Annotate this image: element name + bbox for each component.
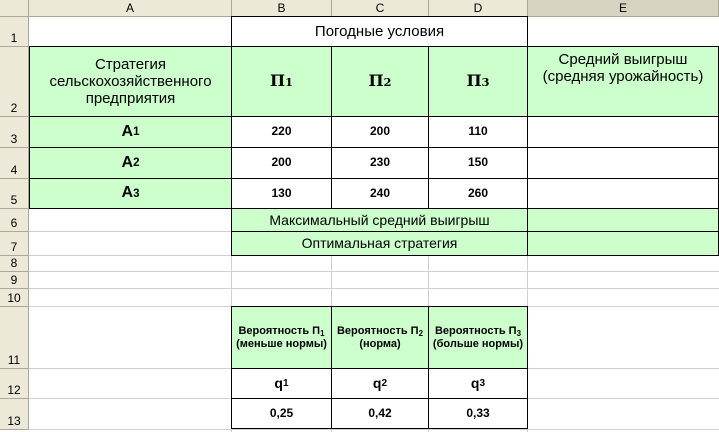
strategy-a2-cell[interactable]: A 2 xyxy=(29,147,232,179)
value-a2-p1[interactable]: 200 xyxy=(231,147,332,179)
avg-win-a2-cell[interactable] xyxy=(527,147,719,179)
weather-title-cell[interactable]: Погодные условия xyxy=(231,16,528,47)
row-header-5[interactable]: 5 xyxy=(0,179,29,209)
row-header-2[interactable]: 2 xyxy=(0,47,29,117)
value-a3-p2[interactable]: 240 xyxy=(331,178,429,209)
row-header-1[interactable]: 1 xyxy=(0,17,29,47)
value-a2-p2[interactable]: 230 xyxy=(331,147,429,179)
value-a3-p1[interactable]: 130 xyxy=(231,178,332,209)
weather-p3-cell[interactable]: П 3 xyxy=(428,46,528,117)
probability-q2-value[interactable]: 0,42 xyxy=(331,398,429,429)
gridline xyxy=(0,429,719,430)
probability-q1-value[interactable]: 0,25 xyxy=(231,398,332,429)
row-header-13[interactable]: 13 xyxy=(0,399,29,430)
row-header-8[interactable]: 8 xyxy=(0,256,29,272)
strategy-a1-cell[interactable]: A 1 xyxy=(29,116,232,148)
value-a1-p3[interactable]: 110 xyxy=(428,116,528,148)
column-header-e[interactable]: E xyxy=(528,0,719,17)
symbol-q2[interactable]: q 2 xyxy=(331,368,429,399)
optimal-strategy-value[interactable] xyxy=(527,231,719,256)
column-header-b[interactable]: B xyxy=(232,0,332,17)
avg-win-a3-cell[interactable] xyxy=(527,178,719,209)
row-header-9[interactable]: 9 xyxy=(0,272,29,289)
weather-p2-cell[interactable]: П 2 xyxy=(331,46,429,117)
column-header-d[interactable]: D xyxy=(429,0,528,17)
column-header-c[interactable]: C xyxy=(332,0,429,17)
row-header-12[interactable]: 12 xyxy=(0,369,29,399)
column-header-a[interactable]: A xyxy=(29,0,232,17)
row-header-3[interactable]: 3 xyxy=(0,117,29,148)
symbol-q1[interactable]: q 1 xyxy=(231,368,332,399)
probability-q3-value[interactable]: 0,33 xyxy=(428,398,528,429)
row-header-6[interactable]: 6 xyxy=(0,209,29,232)
row-header-4[interactable]: 4 xyxy=(0,148,29,179)
value-a1-p1[interactable]: 220 xyxy=(231,116,332,148)
row-header-7[interactable]: 7 xyxy=(0,232,29,256)
select-all-corner[interactable] xyxy=(0,0,29,17)
max-avg-win-label[interactable]: Максимальный средний выигрыш xyxy=(231,208,528,232)
gridline xyxy=(0,288,719,289)
probability-p2-header[interactable]: Вероятность $П_2$ (норма) xyxy=(331,306,429,369)
value-a1-p2[interactable]: 200 xyxy=(331,116,429,148)
row-header-11[interactable]: 11 xyxy=(0,307,29,369)
avg-win-a1-cell[interactable] xyxy=(527,116,719,148)
max-avg-win-value[interactable] xyxy=(527,208,719,232)
strategy-header-cell[interactable]: Стратегия сельскохозяйственного предприятия xyxy=(29,46,232,117)
probability-p1-header[interactable]: Вероятность $П_1$ (меньше нормы) xyxy=(231,306,332,369)
optimal-strategy-label[interactable]: Оптимальная стратегия xyxy=(231,231,528,256)
avg-win-header-cell[interactable]: Средний выигрыш (средняя урожайность) xyxy=(527,46,719,117)
probability-p3-header[interactable]: Вероятность $П_3$ (больше нормы) xyxy=(428,306,528,369)
value-a2-p3[interactable]: 150 xyxy=(428,147,528,179)
gridline xyxy=(0,271,719,272)
symbol-q3[interactable]: q 3 xyxy=(428,368,528,399)
weather-p1-cell[interactable]: П 1 xyxy=(231,46,332,117)
strategy-a3-cell[interactable]: A 3 xyxy=(29,178,232,209)
value-a3-p3[interactable]: 260 xyxy=(428,178,528,209)
row-header-10[interactable]: 10 xyxy=(0,289,29,307)
